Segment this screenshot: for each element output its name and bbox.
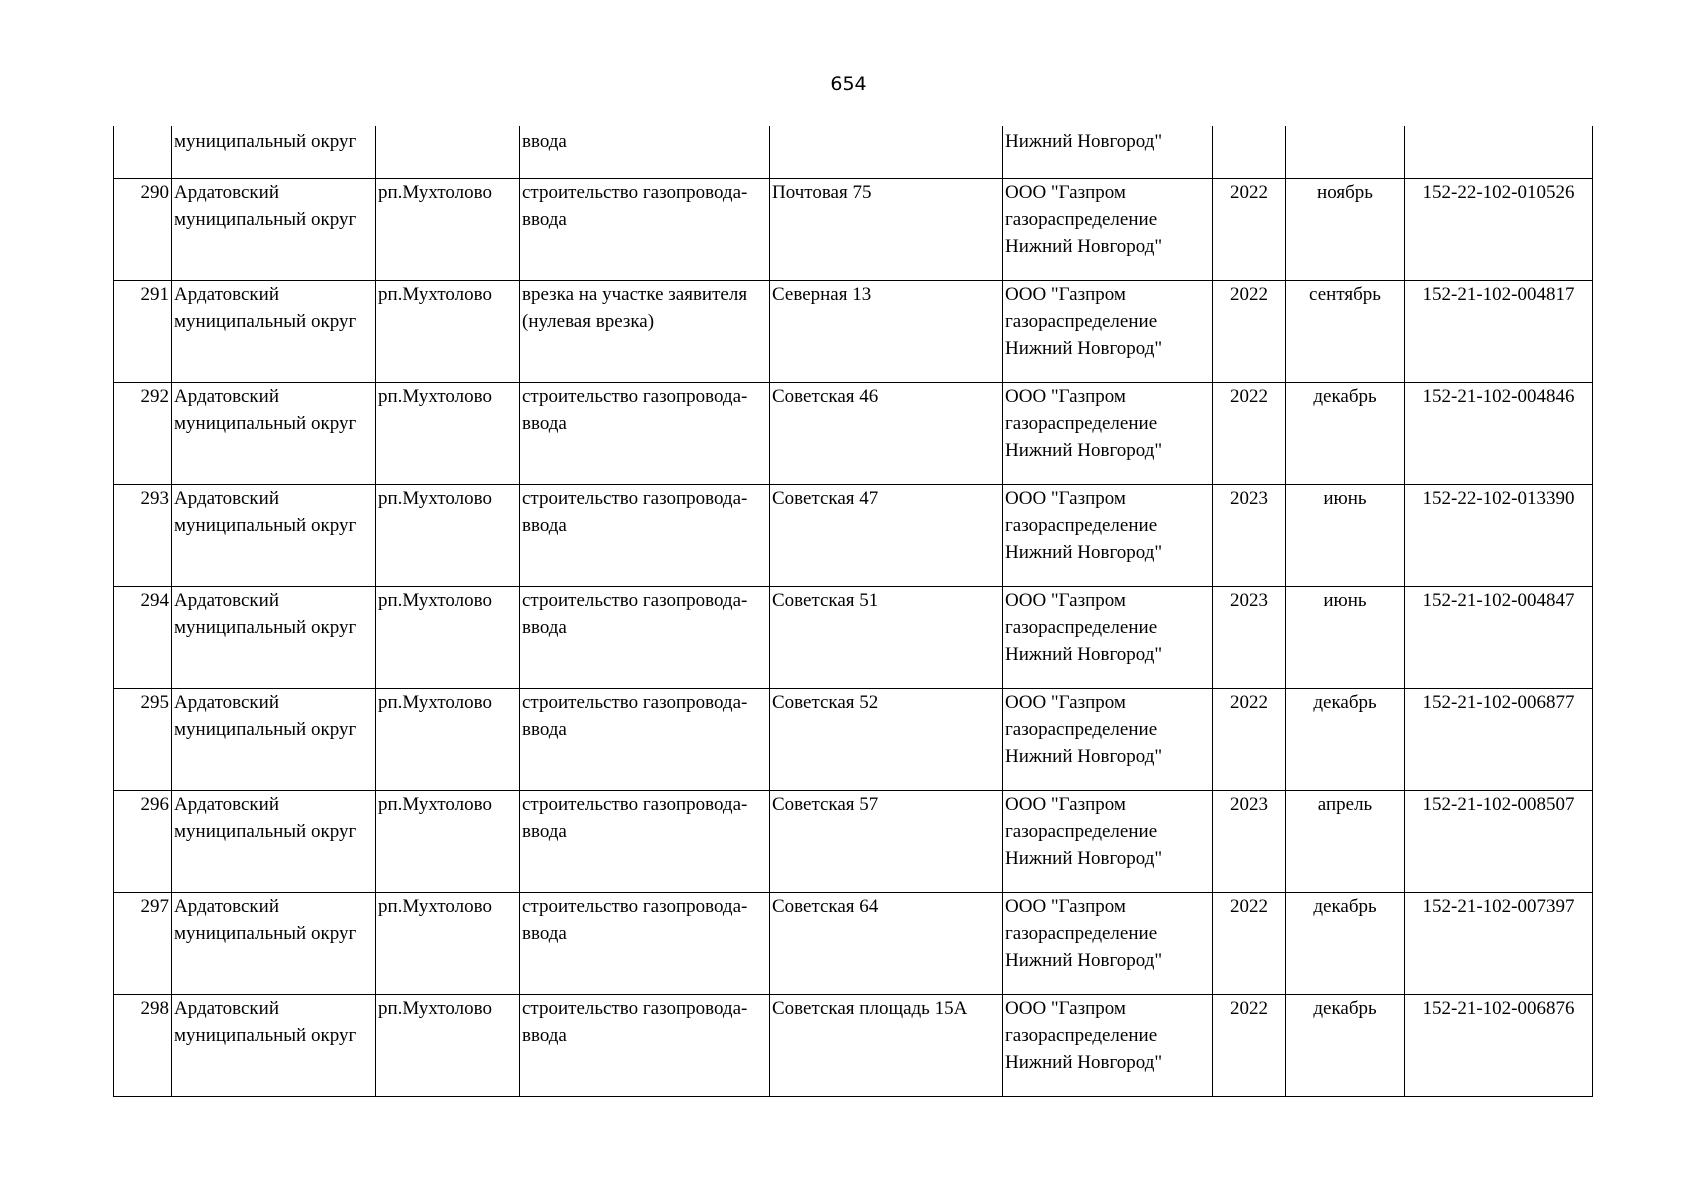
cell-text: газораспределение (1005, 311, 1158, 332)
cell-text: ввода (522, 413, 567, 434)
cell-settlement: рп.Мухтолово (376, 485, 520, 587)
cell-text: муниципальный округ (174, 515, 357, 536)
cell-work (520, 485, 770, 587)
cell-address: Советская 52 (770, 689, 1003, 791)
table-row (114, 179, 1593, 281)
cell-text: муниципальный округ (174, 413, 357, 434)
cell-text: ООО "Газпром (1005, 998, 1126, 1019)
cell-district (172, 126, 376, 179)
table-row (114, 383, 1593, 485)
cell-month: апрель (1286, 791, 1405, 893)
cell-org (1003, 893, 1213, 995)
cell-text: муниципальный округ (174, 131, 357, 152)
cell-address: Советская 51 (770, 587, 1003, 689)
cell-month: декабрь (1286, 893, 1405, 995)
cell-text: ввода (522, 1025, 567, 1046)
cell-text: газораспределение (1005, 209, 1158, 230)
cell-address: Советская 46 (770, 383, 1003, 485)
cell-district (172, 281, 376, 383)
cell-district (172, 179, 376, 281)
cell-text: газораспределение (1005, 923, 1158, 944)
cell-year: 2023 (1213, 791, 1286, 893)
cell-text: строительство газопровода- (522, 182, 748, 203)
cell-district (172, 485, 376, 587)
cell-text: Ардатовский (174, 692, 279, 713)
table-row (114, 485, 1593, 587)
cell-text: газораспределение (1005, 413, 1158, 434)
cell-code: 152-21-102-006876 (1405, 995, 1593, 1097)
cell-text: Ардатовский (174, 896, 279, 917)
cell-year: 2023 (1213, 587, 1286, 689)
cell-text: ввода (522, 617, 567, 638)
cell-text: Нижний Новгород" (1005, 131, 1163, 152)
cell-text: Нижний Новгород" (1005, 542, 1163, 563)
cell-text: муниципальный округ (174, 821, 357, 842)
cell-district (172, 383, 376, 485)
cell-text: газораспределение (1005, 719, 1158, 740)
cell-text: Нижний Новгород" (1005, 644, 1163, 665)
cell-work (520, 383, 770, 485)
cell-district (172, 893, 376, 995)
cell-text: муниципальный округ (174, 617, 357, 638)
cell-text: строительство газопровода- (522, 794, 748, 815)
cell-address: Северная 13 (770, 281, 1003, 383)
cell-year (1213, 126, 1286, 179)
cell-text: строительство газопровода- (522, 488, 748, 509)
cell-address: Советская 57 (770, 791, 1003, 893)
cell-year: 2022 (1213, 383, 1286, 485)
row-number: 290 (114, 179, 172, 281)
row-number: 296 (114, 791, 172, 893)
cell-text: ООО "Газпром (1005, 692, 1126, 713)
cell-year: 2022 (1213, 179, 1286, 281)
cell-code (1405, 126, 1593, 179)
cell-code: 152-21-102-006877 (1405, 689, 1593, 791)
cell-text: Ардатовский (174, 284, 279, 305)
cell-work (520, 893, 770, 995)
table-row (114, 281, 1593, 383)
table-row (114, 893, 1593, 995)
cell-text: ввода (522, 515, 567, 536)
cell-org (1003, 383, 1213, 485)
cell-org (1003, 791, 1213, 893)
cell-text: газораспределение (1005, 617, 1158, 638)
cell-org (1003, 587, 1213, 689)
cell-settlement (376, 126, 520, 179)
cell-text: ООО "Газпром (1005, 284, 1126, 305)
cell-text: ООО "Газпром (1005, 590, 1126, 611)
cell-text: газораспределение (1005, 515, 1158, 536)
cell-settlement: рп.Мухтолово (376, 281, 520, 383)
row-number: 291 (114, 281, 172, 383)
cell-work (520, 179, 770, 281)
cell-address: Почтовая 75 (770, 179, 1003, 281)
row-number: 295 (114, 689, 172, 791)
cell-text: ООО "Газпром (1005, 182, 1126, 203)
cell-text: строительство газопровода- (522, 896, 748, 917)
cell-text: строительство газопровода- (522, 692, 748, 713)
cell-district (172, 689, 376, 791)
table-row-continuation (114, 126, 1593, 179)
cell-text: муниципальный округ (174, 719, 357, 740)
cell-district (172, 995, 376, 1097)
cell-month: июнь (1286, 587, 1405, 689)
cell-address: Советская 47 (770, 485, 1003, 587)
cell-code: 152-22-102-013390 (1405, 485, 1593, 587)
cell-year: 2022 (1213, 995, 1286, 1097)
row-number: 292 (114, 383, 172, 485)
cell-text: газораспределение (1005, 1025, 1158, 1046)
cell-work (520, 281, 770, 383)
cell-text: врезка на участке заявителя (522, 284, 748, 305)
cell-settlement: рп.Мухтолово (376, 995, 520, 1097)
cell-month: июнь (1286, 485, 1405, 587)
cell-text: Ардатовский (174, 386, 279, 407)
cell-text: Ардатовский (174, 794, 279, 815)
cell-work (520, 587, 770, 689)
cell-code: 152-21-102-004847 (1405, 587, 1593, 689)
cell-org (1003, 179, 1213, 281)
cell-text: ООО "Газпром (1005, 386, 1126, 407)
cell-text: ввода (522, 131, 567, 152)
cell-month (1286, 126, 1405, 179)
cell-month: декабрь (1286, 995, 1405, 1097)
cell-work (520, 689, 770, 791)
cell-text: муниципальный округ (174, 1025, 357, 1046)
cell-org (1003, 281, 1213, 383)
cell-text: Нижний Новгород" (1005, 440, 1163, 461)
row-number: 297 (114, 893, 172, 995)
cell-code: 152-21-102-004846 (1405, 383, 1593, 485)
table-row (114, 791, 1593, 893)
cell-text: Нижний Новгород" (1005, 1052, 1163, 1073)
cell-org (1003, 485, 1213, 587)
cell-address (770, 126, 1003, 179)
cell-address: Советская 64 (770, 893, 1003, 995)
cell-year: 2022 (1213, 281, 1286, 383)
cell-org (1003, 689, 1213, 791)
cell-code: 152-21-102-008507 (1405, 791, 1593, 893)
cell-settlement: рп.Мухтолово (376, 179, 520, 281)
cell-text: (нулевая врезка) (522, 311, 655, 332)
cell-text: муниципальный округ (174, 923, 357, 944)
cell-code: 152-21-102-004817 (1405, 281, 1593, 383)
cell-text: ООО "Газпром (1005, 794, 1126, 815)
cell-settlement: рп.Мухтолово (376, 689, 520, 791)
cell-month: ноябрь (1286, 179, 1405, 281)
cell-org (1003, 995, 1213, 1097)
cell-num (114, 126, 172, 179)
cell-code: 152-22-102-010526 (1405, 179, 1593, 281)
cell-text: Нижний Новгород" (1005, 236, 1163, 257)
cell-settlement: рп.Мухтолово (376, 893, 520, 995)
cell-text: Нижний Новгород" (1005, 950, 1163, 971)
cell-text: строительство газопровода- (522, 590, 748, 611)
cell-text: Нижний Новгород" (1005, 746, 1163, 767)
cell-district (172, 791, 376, 893)
cell-work (520, 126, 770, 179)
cell-text: Ардатовский (174, 182, 279, 203)
cell-text: Ардатовский (174, 488, 279, 509)
cell-text: муниципальный округ (174, 209, 357, 230)
cell-text: Ардатовский (174, 590, 279, 611)
cell-text: строительство газопровода- (522, 998, 748, 1019)
cell-work (520, 995, 770, 1097)
row-number: 298 (114, 995, 172, 1097)
cell-text: ввода (522, 821, 567, 842)
cell-text: ввода (522, 923, 567, 944)
cell-settlement: рп.Мухтолово (376, 383, 520, 485)
cell-org (1003, 126, 1213, 179)
cell-year: 2022 (1213, 893, 1286, 995)
page-number: 654 (830, 73, 867, 95)
cell-text: Нижний Новгород" (1005, 338, 1163, 359)
cell-settlement: рп.Мухтолово (376, 587, 520, 689)
table-body (114, 126, 1593, 1097)
cell-text: строительство газопровода- (522, 386, 748, 407)
table-row (114, 995, 1593, 1097)
cell-settlement: рп.Мухтолово (376, 791, 520, 893)
cell-year: 2022 (1213, 689, 1286, 791)
cell-month: декабрь (1286, 689, 1405, 791)
registry-table (113, 126, 1593, 1097)
row-number: 294 (114, 587, 172, 689)
cell-text: Нижний Новгород" (1005, 848, 1163, 869)
cell-month: сентябрь (1286, 281, 1405, 383)
cell-address: Советская площадь 15А (770, 995, 1003, 1097)
cell-text: ввода (522, 209, 567, 230)
table-row (114, 689, 1593, 791)
row-number: 293 (114, 485, 172, 587)
cell-text: муниципальный округ (174, 311, 357, 332)
cell-text: газораспределение (1005, 821, 1158, 842)
table-row (114, 587, 1593, 689)
cell-text: Ардатовский (174, 998, 279, 1019)
cell-work (520, 791, 770, 893)
cell-district (172, 587, 376, 689)
cell-code: 152-21-102-007397 (1405, 893, 1593, 995)
cell-text: ООО "Газпром (1005, 488, 1126, 509)
cell-text: ввода (522, 719, 567, 740)
cell-text: ООО "Газпром (1005, 896, 1126, 917)
cell-year: 2023 (1213, 485, 1286, 587)
cell-month: декабрь (1286, 383, 1405, 485)
